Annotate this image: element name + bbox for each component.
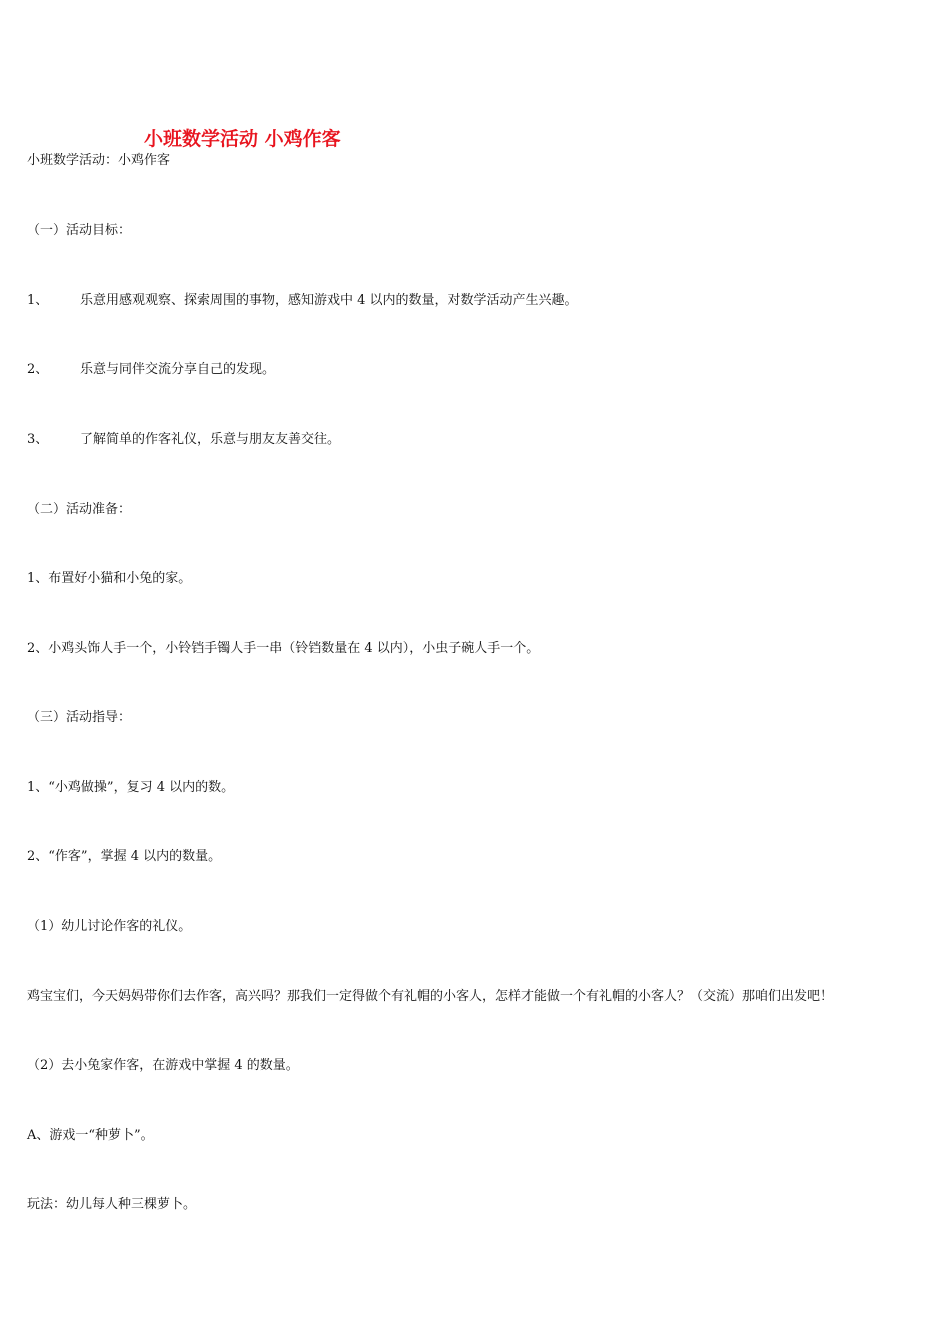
- prep-item: 2、小鸡头饰人手一个，小铃铛手镯人手一串（铃铛数量在 4 以内），小虫子碗人手一个。: [27, 641, 540, 656]
- guide-item: 2、“作客”，掌握 4 以内的数量。: [27, 849, 222, 864]
- goal-text: 乐意用感观观察、探索周围的事物，感知游戏中 4 以内的数量，对数学活动产生兴趣。: [80, 293, 578, 308]
- goal-number: 1、: [27, 293, 49, 308]
- goal-text: 了解简单的作客礼仪，乐意与朋友友善交往。: [80, 432, 341, 447]
- guide-item: （2）去小兔家作客，在游戏中掌握 4 的数量。: [27, 1058, 299, 1073]
- goal-text: 乐意与同伴交流分享自己的发现。: [80, 362, 276, 377]
- goal-number: 3、: [27, 432, 49, 447]
- guide-paragraph: 鸡宝宝们，今天妈妈带你们去作客，高兴吗？那我们一定得做个有礼帽的小客人，怎样才能做一个有礼帽的小客人？（交流）那咱们出发吧！: [27, 989, 834, 1004]
- goal-item: [27, 431, 340, 449]
- section-heading-guidance: （三）活动指导：: [27, 710, 132, 725]
- guide-item: 1、“小鸡做操”，复习 4 以内的数。: [27, 780, 235, 795]
- prep-item: 1、布置好小猫和小兔的家。: [27, 571, 192, 586]
- goal-item: [27, 361, 275, 379]
- section-heading-preparation: （二）活动准备：: [27, 502, 132, 517]
- subtitle: 小班数学活动：小鸡作客: [27, 153, 171, 168]
- guide-item: A、游戏一“种萝卜”。: [27, 1128, 154, 1143]
- goal-item: [27, 292, 578, 310]
- guide-item: 玩法：幼儿每人种三棵萝卜。: [27, 1197, 197, 1212]
- goal-number: 2、: [27, 362, 49, 377]
- document-title: 小班数学活动 小鸡作客: [144, 128, 341, 150]
- guide-item: （1）幼儿讨论作客的礼仪。: [27, 919, 192, 934]
- section-heading-goals: （一）活动目标：: [27, 223, 132, 238]
